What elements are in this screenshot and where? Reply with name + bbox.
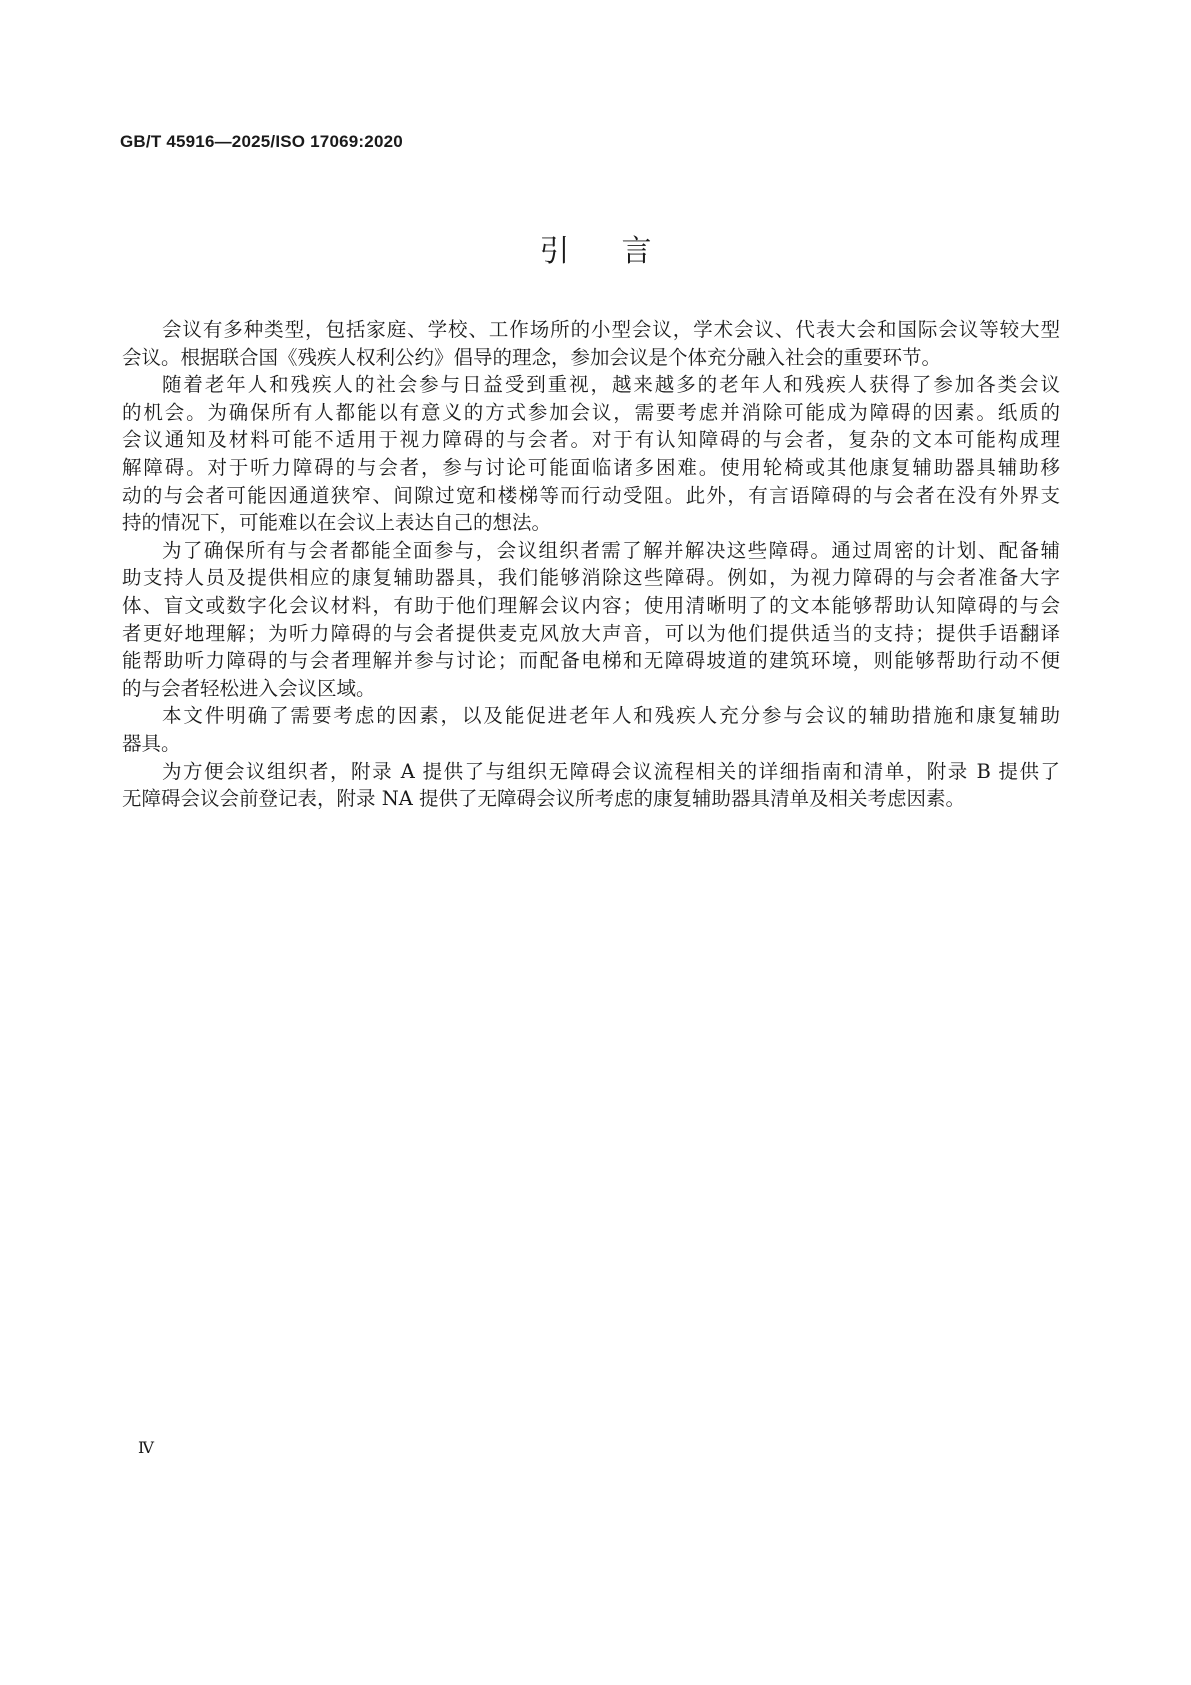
paragraph-line: 者更好地理解；为听力障碍的与会者提供麦克风放大声音，可以为他们提供适当的支持；提供手语翻译 — [122, 621, 1060, 645]
paragraph-line: 为方便会议组织者，附录 A 提供了与组织无障碍会议流程相关的详细指南和清单，附录 B 提供了 — [162, 759, 1060, 783]
paragraph-line: 持的情况下，可能难以在会议上表达自己的想法。 — [122, 511, 552, 535]
paragraph-line: 为了确保所有与会者都能全面参与，会议组织者需了解并解决这些障碍。通过周密的计划、配备辅 — [162, 538, 1060, 562]
paragraph-line: 会议。根据联合国《残疾人权利公约》倡导的理念，参加会议是个体充分融入社会的重要环节。 — [122, 345, 942, 369]
standard-number-header: GB/T 45916—2025/ISO 17069:2020 — [120, 132, 403, 151]
paragraph-line: 会议有多种类型，包括家庭、学校、工作场所的小型会议，学术会议、代表大会和国际会议等较大型 — [162, 318, 1060, 341]
paragraph-line: 器具。 — [122, 731, 181, 755]
paragraph-line: 的与会者轻松进入会议区域。 — [122, 676, 376, 700]
paragraph — [122, 702, 1060, 757]
paragraph-line: 无障碍会议会前登记表，附录 NA 提供了无障碍会议所考虑的康复辅助器具清单及相关考虑因素。 — [122, 787, 966, 811]
paragraph-line: 体、盲文或数字化会议材料，有助于他们理解会议内容；使用清晰明了的文本能够帮助认知障碍的与会 — [122, 593, 1060, 617]
paragraph-line: 会议通知及材料可能不适用于视力障碍的与会者。对于有认知障碍的与会者，复杂的文本可能构成理 — [122, 428, 1060, 452]
page-number: Ⅳ — [138, 1438, 154, 1457]
paragraph — [122, 371, 1060, 537]
paragraph — [122, 758, 1060, 813]
paragraph-line: 随着老年人和残疾人的社会参与日益受到重视，越来越多的老年人和残疾人获得了参加各类会议 — [162, 373, 1060, 397]
paragraph-line: 的机会。为确保所有人都能以有意义的方式参加会议，需要考虑并消除可能成为障碍的因素。纸质的 — [122, 400, 1060, 424]
paragraph-line: 助支持人员及提供相应的康复辅助器具，我们能够消除这些障碍。例如，为视力障碍的与会者准备大字 — [122, 566, 1060, 590]
introduction-body — [122, 316, 1060, 813]
paragraph-line: 动的与会者可能因通道狭窄、间隙过宽和楼梯等而行动受阻。此外，有言语障碍的与会者在没有外界支 — [122, 483, 1060, 507]
paragraph-line: 解障碍。对于听力障碍的与会者，参与讨论可能面临诸多困难。使用轮椅或其他康复辅助器具辅助移 — [122, 455, 1060, 479]
paragraph — [122, 316, 1060, 371]
paragraph-line: 本文件明确了需要考虑的因素，以及能促进老年人和残疾人充分参与会议的辅助措施和康复辅助 — [162, 704, 1060, 728]
paragraph — [122, 537, 1060, 703]
paragraph-line: 能帮助听力障碍的与会者理解并参与讨论；而配备电梯和无障碍坡道的建筑环境，则能够帮助行动不便 — [122, 649, 1060, 673]
page-title: 引言 — [539, 234, 704, 269]
